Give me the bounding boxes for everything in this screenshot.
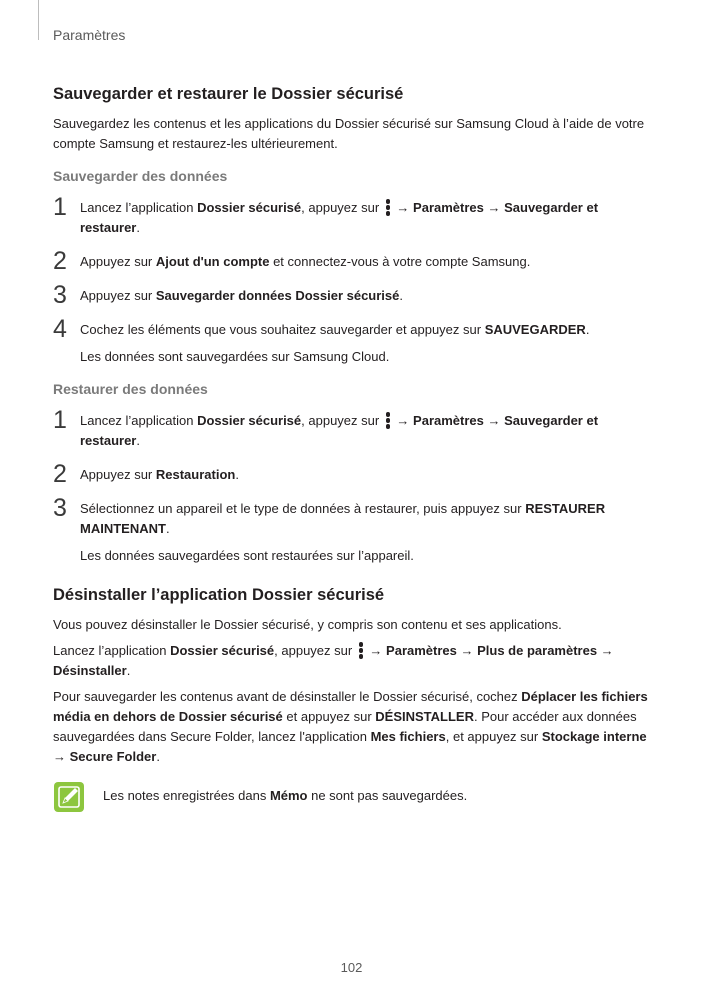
step-text: Appuyez sur Sauvegarder données Dossier sécurisé.	[80, 288, 404, 303]
step-number: 3	[53, 494, 67, 522]
backup-section-title: Sauvegarder et restaurer le Dossier sécurisé	[53, 85, 404, 103]
note-callout	[53, 781, 653, 813]
step-number: 4	[53, 315, 67, 343]
page-number: 102	[340, 960, 363, 975]
more-options-icon	[358, 642, 364, 658]
more-options-icon	[385, 412, 391, 428]
step-note: Les données sauvegardées sont restaurées sur l’appareil.	[80, 548, 414, 563]
note-text: Les notes enregistrées dans Mémo ne sont pas sauvegardées.	[103, 788, 468, 803]
restore-step-1	[53, 406, 653, 451]
step-number: 1	[53, 406, 67, 434]
restore-step-2	[53, 460, 653, 488]
step-number: 2	[53, 460, 67, 488]
restore-step-3	[53, 494, 653, 566]
step-text: Appuyez sur Ajout d'un compte et connectez-vous à votre compte Samsung.	[80, 254, 531, 269]
restore-steps	[53, 406, 653, 566]
backup-subheading: Sauvegarder des données	[53, 168, 228, 184]
header-section-title: Paramètres	[53, 27, 126, 43]
header-divider	[38, 0, 39, 40]
uninstall-backup-info: Pour sauvegarder les contenus avant de désinstaller le Dossier sécurisé, cochez Déplacer les fichiers média en dehors de Dossier sécurisé et appuyez sur DÉSINSTALLER. Pour accéder aux données sauvegardées dans Secure Folder, lancez l'application Mes fichiers, et appuyez sur Stockage interne → Secure Folder.	[53, 689, 648, 764]
step-text: Cochez les éléments que vous souhaitez sauvegarder et appuyez sur SAUVEGARDER.	[80, 322, 590, 337]
step-text: Appuyez sur Restauration.	[80, 467, 239, 482]
step-text: Sélectionnez un appareil et le type de données à restaurer, puis appuyez sur RESTAURER MAINTENANT.	[80, 501, 606, 536]
step-note: Les données sont sauvegardées sur Samsung Cloud.	[80, 349, 390, 364]
backup-step-4	[53, 315, 653, 367]
uninstall-section-title: Désinstaller l’application Dossier sécurisé	[53, 586, 385, 604]
backup-steps	[53, 193, 653, 367]
step-text: Lancez l’application Dossier sécurisé, appuyez sur → Paramètres → Sauvegarder et restaurer.	[80, 413, 599, 448]
step-number: 2	[53, 247, 67, 275]
backup-step-3	[53, 281, 653, 309]
backup-step-1	[53, 193, 653, 238]
uninstall-intro: Vous pouvez désinstaller le Dossier sécurisé, y compris son contenu et ses applications.	[53, 617, 562, 632]
note-pencil-icon	[53, 781, 85, 813]
step-number: 3	[53, 281, 67, 309]
backup-step-2	[53, 247, 653, 275]
step-number: 1	[53, 193, 67, 221]
main-content	[53, 85, 653, 813]
backup-intro: Sauvegardez les contenus et les applications du Dossier sécurisé sur Samsung Cloud à l’aide de votre compte Samsung et restaurez-les ultérieurement.	[53, 116, 645, 151]
uninstall-instructions: Lancez l’application Dossier sécurisé, appuyez sur → Paramètres → Plus de paramètres → Désinstaller.	[53, 643, 614, 678]
more-options-icon	[385, 199, 391, 215]
restore-subheading: Restaurer des données	[53, 381, 208, 397]
step-text: Lancez l’application Dossier sécurisé, appuyez sur → Paramètres → Sauvegarder et restaurer.	[80, 200, 599, 235]
